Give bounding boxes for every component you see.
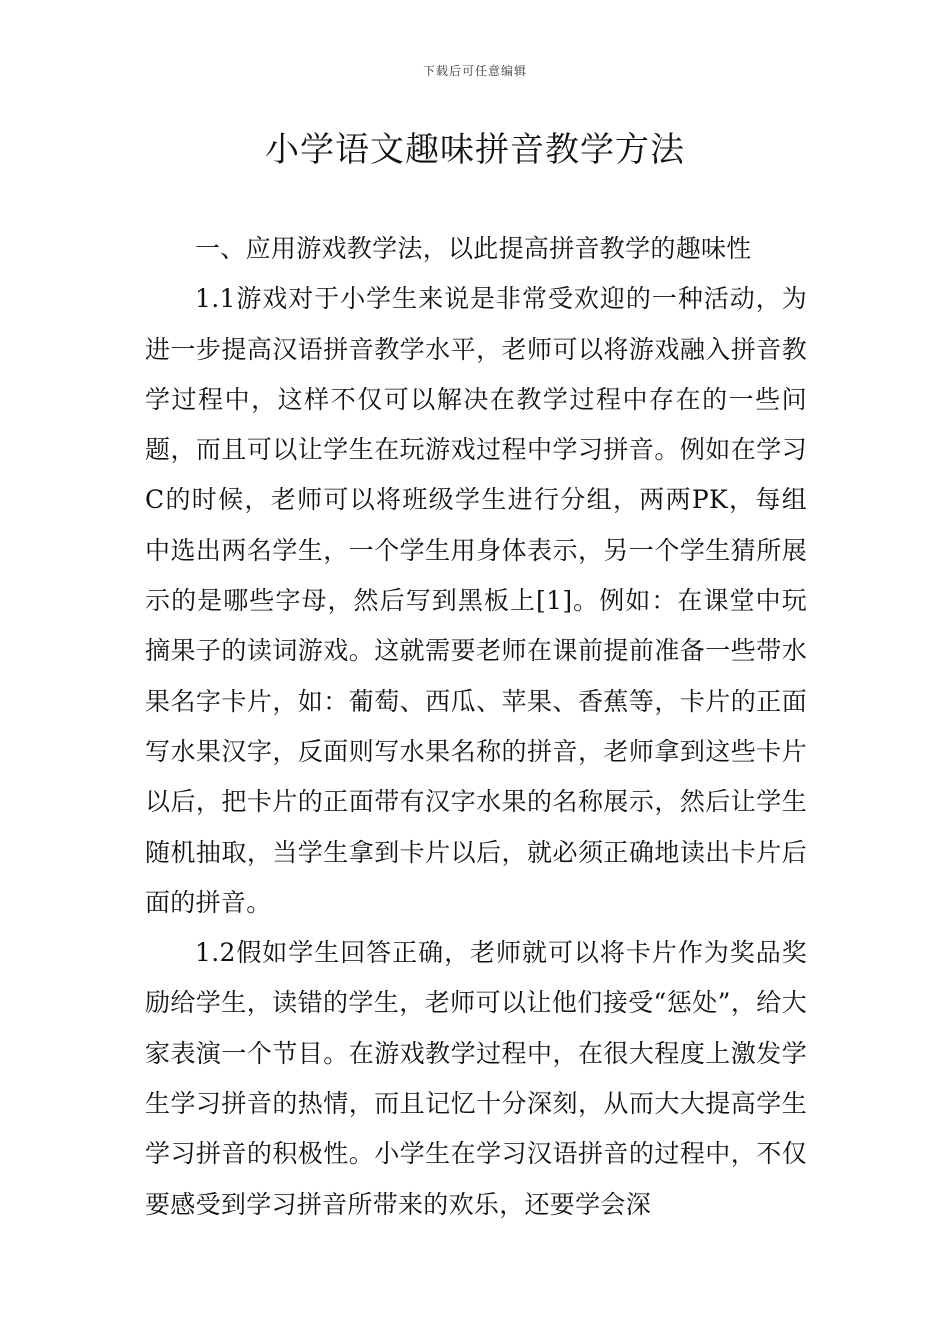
paragraph-1-1: 1.1游戏对于小学生来说是非常受欢迎的一种活动，为进一步提高汉语拼音教学水平，老师可以将游戏融入拼音教学过程中，这样不仅可以解决在教学过程中存在的一些问题，而且可以让学生在玩游戏过程中学习拼音。例如在学习C的时候，老师可以将班级学生进行分组，两两PK，每组中选出两名学生，一个学生用身体表示，另一个学生猜所展示的是哪些字母，然后写到黑板上[1]。例如：在课堂中玩摘果子的读词游戏。这就需要老师在课前提前准备一些带水果名字卡片，如：葡萄、西瓜、苹果、香蕉等，卡片的正面写水果汉字，反面则写水果名称的拼音，老师拿到这些卡片以后，把卡片的正面带有汉字水果的名称展示，然后让学生随机抽取，当学生拿到卡片以后，就必须正确地读出卡片后面的拼音。 [145, 284, 807, 917]
document-title: 小学语文趣味拼音教学方法 [265, 130, 685, 170]
document-body [145, 224, 807, 1230]
paragraph-1-2: 1.2假如学生回答正确，老师就可以将卡片作为奖品奖励给学生，读错的学生，老师可以让他们接受“惩处”，给大家表演一个节目。在游戏教学过程中，在很大程度上激发学生学习拼音的热情，而且记忆十分深刻，从而大大提高学生学习拼音的积极性。小学生在学习汉语拼音的过程中，不仅要感受到学习拼音所带来的欢乐，还要学会深 [145, 938, 807, 1219]
section-heading: 一、应用游戏教学法，以此提高拼音教学的趣味性 [195, 234, 752, 263]
header-note: 下载后可任意编辑 [422, 64, 527, 78]
